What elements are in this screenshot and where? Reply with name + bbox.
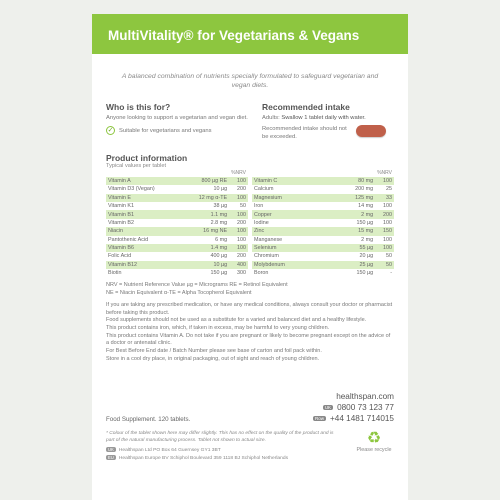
nutrition-table-left [106,170,248,278]
nutrient-row [252,194,394,202]
nutrient-name: Folic Acid [108,253,132,260]
uk-phone[interactable]: 0800 73 123 77 [337,403,394,412]
uk-phone-tag: UK [324,405,332,410]
nrv-header: %NRV [231,170,246,177]
nutrient-name: Pantothenic Acid [108,236,149,243]
nutrient-nrv: 100 [229,210,248,218]
abbreviations-line-1: NRV = Nutrient Reference Value µg = Micrograms RE = Retinol Equivalent [106,282,288,289]
nutrient-nrv: 100 [229,177,248,185]
nutrient-nrv: 25 [386,186,392,193]
nutrient-amount: 1.1 mg [181,210,229,218]
nutrient-amount: 150 µg [356,270,374,277]
nrv-header: %NRV [377,170,392,177]
addresses [106,447,288,462]
nutrient-row [106,210,248,218]
nutrient-row [252,244,394,252]
nutrient-row [252,236,394,244]
footer [106,392,394,462]
nutrient-name: Selenium [252,244,327,252]
eu-address-tag: EU [108,454,114,460]
nutrient-amount: 800 µg RE [181,177,229,185]
nutrient-nrv: 100 [375,244,394,252]
nutrient-name: Vitamin B1 [106,210,181,218]
eu-address: EU Healthspan Europe BV Schiphol Boulevard 359 1118 BJ Schiphol Netherlands [108,454,289,461]
intake-adults-prefix: Adults: [262,115,280,122]
nutrient-amount: 6 mg [215,236,228,243]
nutrient-name: Vitamin B12 [106,261,181,269]
nutrient-amount: 25 µg [327,261,375,269]
who-heading: Who is this for? [106,102,171,113]
website-link[interactable]: healthspan.com [336,392,394,401]
nutrient-nrv: 33 [375,194,394,202]
nutrient-name: Vitamin A [106,177,181,185]
nutrient-name: Iodine [254,219,269,226]
product-info-heading: Product information [106,152,188,163]
nutrient-nrv: 50 [375,261,394,269]
nutrient-nrv: 100 [229,244,248,252]
nutrient-amount: 12 mg α-TE [181,194,229,202]
intake-warning: Recommended intake should not be exceeded. [262,126,347,140]
uk-address: UK Healthspan Ltd PO Box 64 Guernsey GY1 3BT [108,447,221,454]
nutrient-name: Magnesium [252,194,327,202]
nutrient-amount: 10 µg [213,186,228,193]
product-information [106,153,394,278]
nutrient-nrv: 200 [237,253,246,260]
nutrient-name: Niacin [106,227,181,235]
nutrient-amount: 125 mg [327,194,375,202]
nutrient-name: Vitamin C [252,177,327,185]
who-section [106,102,252,141]
nutrient-nrv: 100 [229,227,248,235]
nutrient-amount: 80 mg [327,177,375,185]
nutrient-name: Calcium [254,186,274,193]
notes-section [106,282,394,363]
nutrient-amount: 55 µg [327,244,375,252]
nutrient-name: Biotin [108,270,122,277]
nutrient-amount: 10 µg [181,261,229,269]
nutrient-name: Boron [254,270,269,277]
nutrient-amount: 15 mg [327,227,375,235]
row-phone-tag: Row [315,416,325,421]
nrv-header-row [106,170,248,177]
suitable-text: Suitable for vegetarians and vegans [119,127,212,134]
nutrient-row [106,227,248,235]
nutrient-row [106,194,248,202]
nutrient-row [106,261,248,269]
tagline: A balanced combination of nutrients specially formulated to safeguard vegetarian and vegan diets. [121,73,379,90]
intake-adults [262,115,394,123]
nutrient-amount: 150 µg [356,219,374,226]
nutrient-amount: 2.8 mg [210,219,228,226]
nutrient-row [106,244,248,252]
nutrient-amount: 2 mg [361,236,374,243]
nutrient-row [106,202,248,210]
nutrient-row [106,185,248,193]
recycle-icon: ♻ [366,430,382,448]
product-label [92,14,408,500]
nutrient-nrv: 100 [383,219,392,226]
nutrient-amount: 2 mg [327,210,375,218]
nutrient-amount: 14 mg [358,203,374,210]
nutrient-amount: 150 µg [210,270,228,277]
nutrient-nrv: 200 [237,219,246,226]
nutrient-row [252,227,394,235]
nutrient-nrv: 50 [386,253,392,260]
nutrient-nrv: 100 [383,236,392,243]
nutrient-nrv: 400 [229,261,248,269]
nutrient-nrv: 100 [229,194,248,202]
nutrient-nrv: 150 [375,227,394,235]
nutrient-amount: 38 µg [213,203,228,210]
nutrient-name: Copper [252,210,327,218]
best-before-note: For Best Before End date / Batch Number please see base of carton and foil pack within. [106,347,322,354]
tablet-image [356,125,386,137]
nutrient-name: Vitamin B6 [106,244,181,252]
nutrient-name: Iron [254,203,264,210]
nutrient-row [106,269,248,277]
nutrient-name: Zinc [252,227,327,235]
nutrient-nrv: 300 [237,270,246,277]
nutrient-name: Chromium [254,253,279,260]
nutrient-row [252,210,394,218]
iron-warning: This product contains iron, which, if taken in excess, may be harmful to very young children. [106,324,330,331]
nutrient-name: Vitamin B2 [108,219,134,226]
nutrient-amount: 200 mg [355,186,374,193]
nutrient-nrv: 100 [375,177,394,185]
nutrient-row [106,236,248,244]
suitable-badge [106,126,252,135]
nutrient-amount: 400 µg [210,253,228,260]
nutrient-row [106,177,248,185]
product-title-banner: MultiVitality® for Vegetarians & Vegans [92,14,408,54]
nutrient-nrv: 200 [237,186,246,193]
nutrient-row [252,269,394,277]
nutrition-tables [106,170,394,278]
intake-heading: Recommended intake [262,102,350,113]
abbreviations-line-2: NE = Niacin Equivalent α-TE = Alpha Tocopherol Equivalent [106,290,252,297]
row-phone[interactable]: +44 1481 714015 [330,414,394,423]
nutrient-nrv: - [390,270,392,277]
nutrient-name: Vitamin D3 (Vegan) [108,186,155,193]
recycle-badge [354,431,394,454]
intake-warning-row [262,123,394,142]
storage-note: Store in a cool dry place, in original packaging, out of sight and reach of young children. [106,355,320,362]
uk-address-tag: UK [108,447,114,453]
who-text: Anyone looking to support a vegetarian and vegan diet. [106,115,248,122]
checkmark-icon: ✓ [107,127,114,135]
nutrient-name: Molybdenum [252,261,327,269]
nutrient-nrv: 50 [240,203,246,210]
nutrient-row [252,202,394,210]
nutrient-row [252,252,394,260]
nutrient-name: Vitamin K1 [108,203,134,210]
nutrient-row [106,252,248,260]
nutrient-row [252,261,394,269]
typical-values-label: Typical values per tablet [106,162,167,169]
tablet-colour-disclaimer: * Colour of the tablet shown here may differ slightly. This has no effect on the quality of the product and is part of the natural manufacturing process. Tablet not shown to actual size. [106,431,334,443]
nutrition-table-right [252,170,394,278]
nrv-header-row [252,170,394,177]
medication-warning: If you are taking any prescribed medication, or have any medical conditions, always consult your doctor or pharmacist before taking this product. [106,301,393,316]
supplement-count: Food Supplement. 120 tablets. [106,416,191,423]
contact-block [313,392,394,423]
nutrient-amount: 1.4 mg [181,244,229,252]
nutrient-row [252,185,394,193]
food-supplement-note: Food supplements should not be used as a substitute for a varied and balanced diet and a healthy lifestyle. [106,317,367,324]
recycle-label: Please recycle [356,447,392,454]
nutrient-row [106,219,248,227]
nutrient-amount: 20 µg [359,253,374,260]
nutrient-row [252,219,394,227]
nutrient-amount: 16 mg NE [181,227,229,235]
nutrient-row [252,177,394,185]
nutrient-nrv: 100 [237,236,246,243]
nutrient-nrv: 100 [383,203,392,210]
intake-section [262,102,394,141]
nutrient-nrv: 200 [375,210,394,218]
intro-section [106,102,394,141]
intake-adults-text: Swallow 1 tablet daily with water. [281,115,366,122]
nutrient-name: Manganese [254,236,283,243]
nutrient-name: Vitamin E [106,194,181,202]
vitamin-a-warning: This product contains Vitamin A. Do not take if you are pregnant or likely to become pregnant except on the advice of a doctor or antenatal clinic. [106,332,391,347]
